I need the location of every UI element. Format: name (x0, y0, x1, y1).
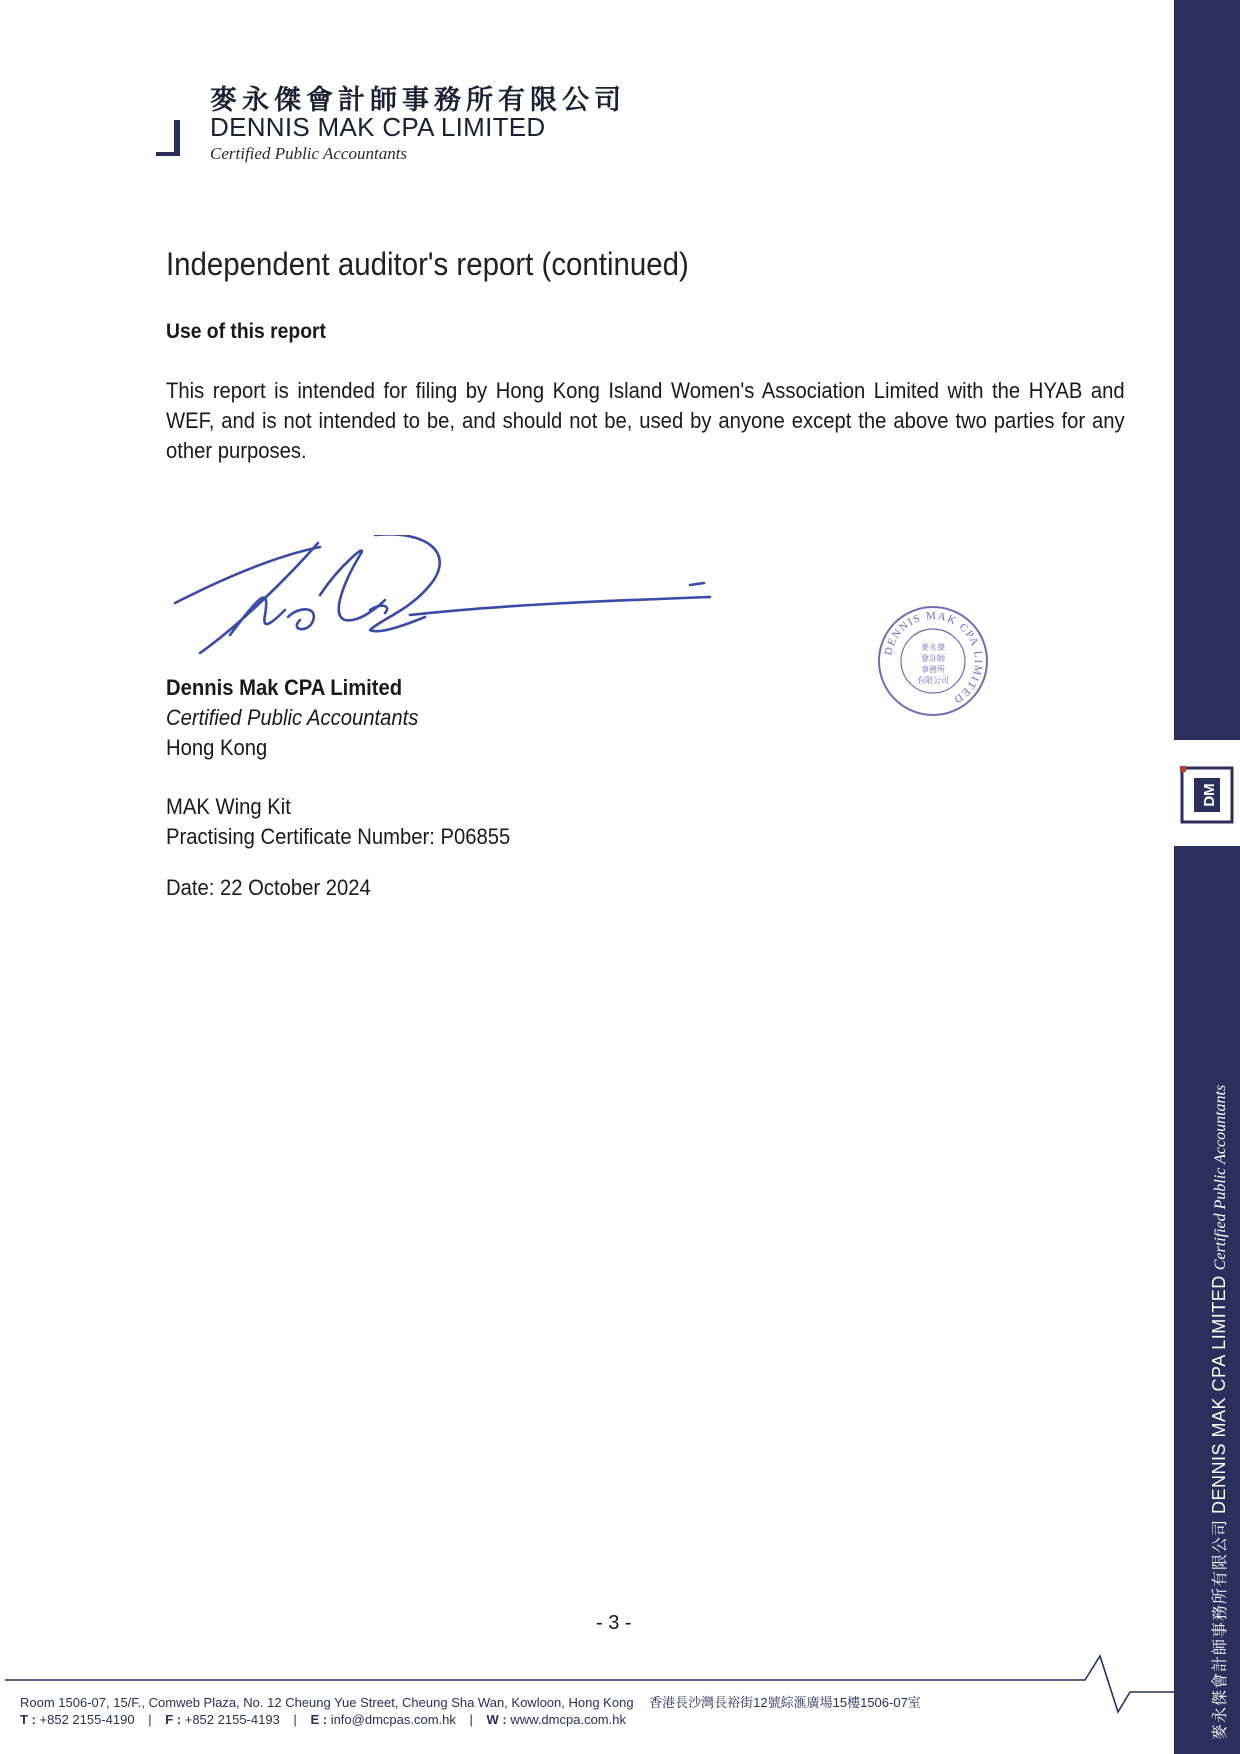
footer-email-label: E : (310, 1712, 328, 1727)
svg-text:事務所: 事務所 (921, 665, 945, 674)
letterhead-subtitle: Certified Public Accountants (210, 144, 408, 163)
svg-text:麥永傑: 麥永傑 (921, 643, 945, 652)
footer-email-link[interactable]: info@dmcpas.com.hk (330, 1712, 456, 1727)
footer-address-chinese: 香港長沙灣長裕街12號綜滙廣場15樓1506-07室 (649, 1695, 921, 1710)
footer-tel-label: T : (20, 1712, 36, 1727)
side-band-subtitle: Certified Public Accountants (1212, 1084, 1229, 1271)
footer-website-link[interactable]: www.dmcpa.com.hk (510, 1712, 626, 1727)
side-band-top (1174, 0, 1240, 740)
report-title: Independent auditor's report (continued) (166, 246, 689, 282)
svg-text:有限公司: 有限公司 (917, 676, 949, 685)
footer-tel: +852 2155-4190 (39, 1712, 135, 1727)
side-band-company-name (1207, 1085, 1230, 1740)
section-heading: Use of this report (166, 320, 326, 343)
svg-text:DENNIS MAK CPA LIMITED: DENNIS MAK CPA LIMITED (882, 609, 985, 707)
report-date: Date: 22 October 2024 (166, 875, 371, 900)
footer-address (20, 1692, 921, 1711)
handwritten-signature (170, 535, 715, 665)
certificate-number: Practising Certificate Number: P06855 (166, 824, 511, 849)
svg-text:DM: DM (1201, 783, 1218, 807)
side-band-name-english: DENNIS MAK CPA LIMITED (1209, 1275, 1229, 1514)
side-band-name-chinese: 麥永傑會計師事務所有限公司 (1210, 1518, 1229, 1740)
letterhead-name-chinese: 麥永傑會計師事務所有限公司 (210, 85, 626, 116)
svg-text:會計師: 會計師 (921, 654, 945, 663)
signature-city: Hong Kong (166, 735, 268, 760)
footer-address-english: Room 1506-07, 15/F., Comweb Plaza, No. 12 Cheung Yue Street, Cheung Sha Wan, Kowloon, Hong Kong (20, 1695, 634, 1710)
signature-role: Certified Public Accountants (166, 705, 419, 730)
signatory-name: MAK Wing Kit (166, 794, 291, 819)
company-seal-stamp (876, 604, 990, 718)
page-number: - 3 - (596, 1612, 632, 1634)
signature-firm-name: Dennis Mak CPA Limited (166, 675, 403, 700)
footer-web-label: W : (486, 1712, 507, 1727)
letterhead-corner-mark (156, 120, 182, 156)
footer-fax: +852 2155-4193 (184, 1712, 280, 1727)
dm-logo-icon (1176, 764, 1238, 826)
footer-contacts: T : +852 2155-4190 | F : +852 2155-4193 | E : info@dmcpas.com.hk | W : www.dmcpa.com.hk (20, 1712, 626, 1727)
report-paragraph: This report is intended for filing by Hong Kong Island Women's Association Limited with the HYAB and WEF, and is not intended to be, and should not be, used by anyone except the above two parties for any other purposes. (166, 378, 1125, 463)
letterhead-name-english: DENNIS MAK CPA LIMITED (210, 112, 546, 142)
footer-fax-label: F : (165, 1712, 182, 1727)
